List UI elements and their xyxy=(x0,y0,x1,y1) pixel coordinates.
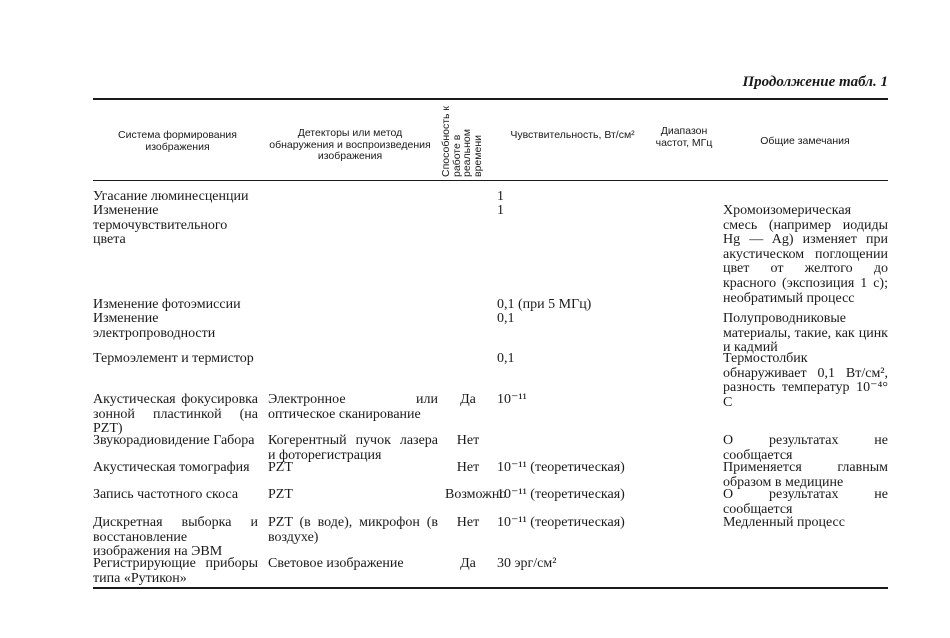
table-row-system: Термоэлемент и термистор xyxy=(93,351,254,366)
table-row-realtime: Возможно xyxy=(445,487,507,502)
table-row-detectors: PZT xyxy=(268,460,293,475)
table-row-system: Акустическая томография xyxy=(93,460,250,475)
table-row-system: Дискретная выборка и восстановление изображения на ЭВМ xyxy=(93,515,258,560)
header-detectors: Детекторы или метод обнаружения и воспроизведения изображения xyxy=(269,127,431,162)
table-row-sensitivity: 10⁻¹¹ xyxy=(497,392,527,407)
table-top-rule xyxy=(93,98,888,100)
table-row-realtime: Нет xyxy=(456,433,480,448)
table-row-notes: Медленный процесс xyxy=(723,515,845,530)
table-row-system: Звукорадиовидение Габора xyxy=(93,433,255,448)
table-row-sensitivity: 0,1 xyxy=(497,311,515,326)
continuation-caption: Продолжение табл. 1 xyxy=(742,74,888,90)
table-row-realtime: Нет xyxy=(456,515,480,530)
header-notes: Общие замечания xyxy=(760,135,850,147)
table-bottom-rule xyxy=(93,587,888,589)
header-range: Диапазон частот, МГц xyxy=(655,125,713,149)
table-row-detectors: PZT (в воде), микрофон (в воздухе) xyxy=(268,515,438,545)
table-row-sensitivity: 10⁻¹¹ (теоретическая) xyxy=(497,460,625,475)
table-row-system: Изменение фотоэмиссии xyxy=(93,297,241,312)
header-bottom-rule xyxy=(93,180,888,181)
table-row-system: Изменение термочувствительного цвета xyxy=(93,203,228,248)
table-row-realtime: Нет xyxy=(456,460,480,475)
table-row-realtime: Да xyxy=(460,556,476,571)
table-row-system: Регистрирующие приборы типа «Рутикон» xyxy=(93,556,258,586)
table-row-system: Запись частотного скоса xyxy=(93,487,239,502)
table-row-sensitivity: 30 эрг/см² xyxy=(497,556,557,571)
table-row-notes: Применяется главным образом в медицине xyxy=(723,460,888,490)
table-row-sensitivity: 0,1 (при 5 МГц) xyxy=(497,297,592,312)
header-sensitivity: Чувствительность, Вт/см² xyxy=(510,129,635,141)
table-row-sensitivity: 0,1 xyxy=(497,351,515,366)
table-row-sensitivity: 10⁻¹¹ (теоретическая) xyxy=(497,515,625,530)
table-row-system: Акустическая фокусировка зонной пластинкой (на PZT) xyxy=(93,392,258,437)
table-row-detectors: Когерентный пучок лазера и фоторегистрация xyxy=(268,433,438,463)
table-row-detectors: Световое изображение xyxy=(268,556,404,571)
table-row-notes: Хромоизомерическая смесь (например иодиды Hg — Ag) изменяет при акустическом поглощении цвет от желтого до красного (экспозиция 1 с); необратимый процесс xyxy=(723,203,888,306)
table-row-sensitivity: 10⁻¹¹ (теоретическая) xyxy=(497,487,625,502)
table-row-realtime: Да xyxy=(460,392,476,407)
table-row-notes: О результатах не сообщается xyxy=(723,487,888,517)
table-row-notes: Полупроводниковые материалы, такие, как цинк и кадмий xyxy=(723,311,888,356)
table-row-notes: Термостолбик обнаруживает 0,1 Вт/см², разность температур 10⁻⁴° С xyxy=(723,351,888,410)
table-row-system: Изменение электропроводности xyxy=(93,311,216,341)
table-row-detectors: Электронное или оптическое сканирование xyxy=(268,392,438,422)
table-row-system: Угасание люминесценции xyxy=(93,189,249,204)
header-system: Система формирования изображения xyxy=(118,129,237,153)
table-row-notes: О результатах не сообщается xyxy=(723,433,888,463)
table-row-sensitivity: 1 xyxy=(497,203,504,218)
header-realtime: Способность к работе в реальном времени xyxy=(440,105,484,177)
table-row-sensitivity: 1 xyxy=(497,189,504,204)
table-row-detectors: PZT xyxy=(268,487,293,502)
